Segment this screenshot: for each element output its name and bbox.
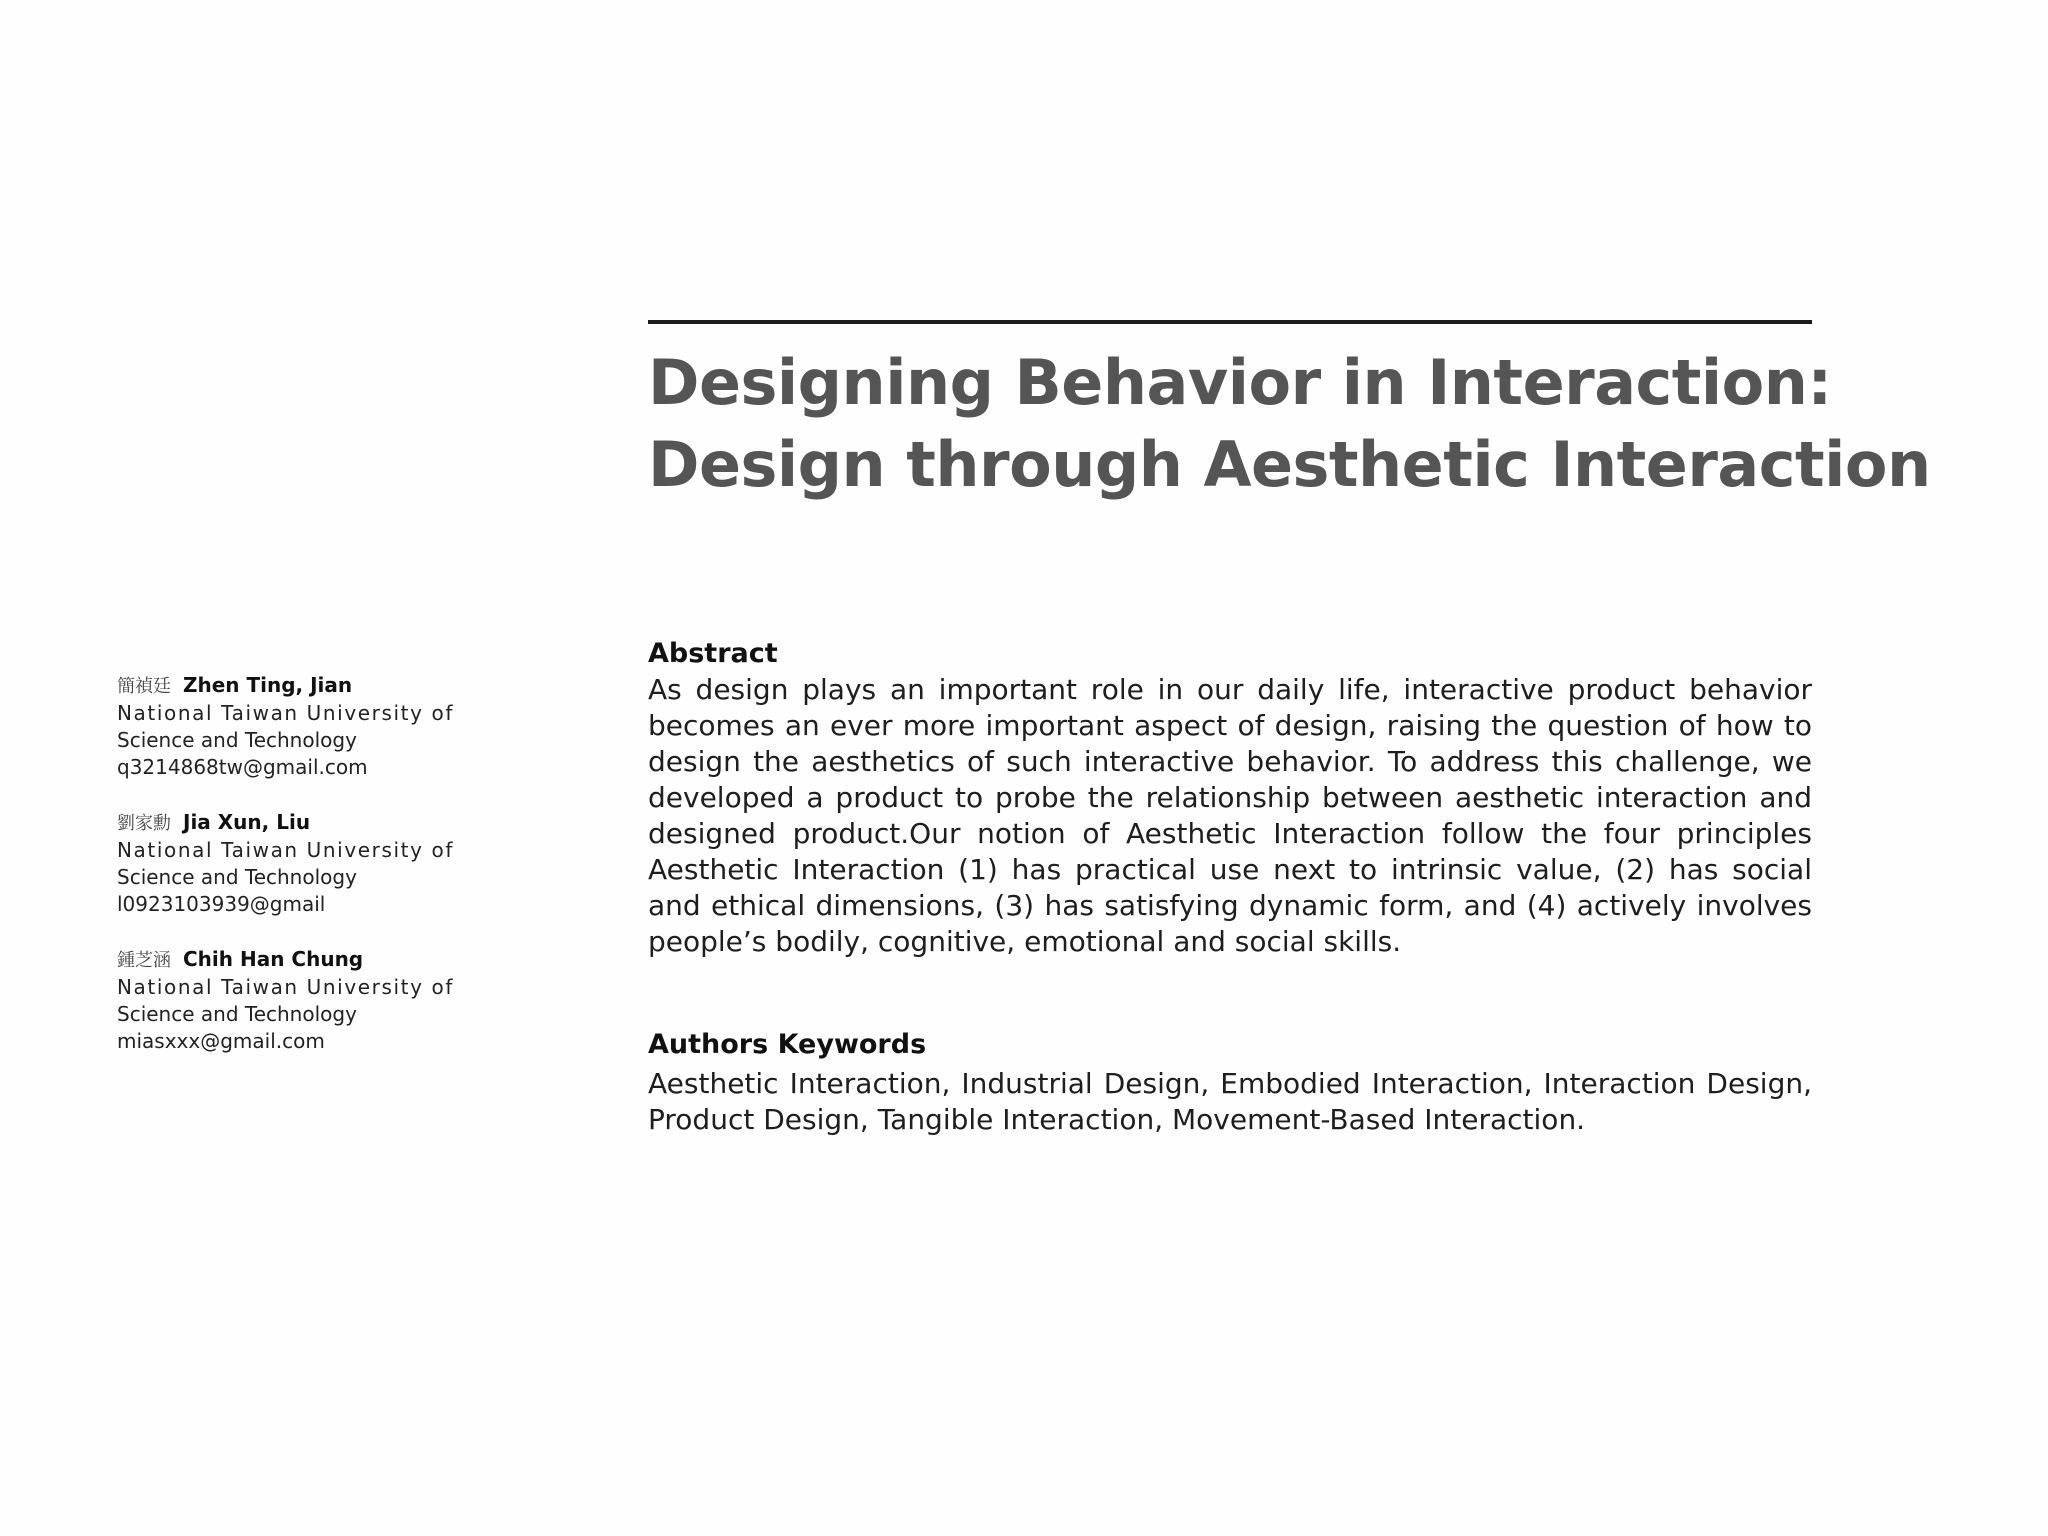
author-block <box>117 672 497 781</box>
author-name: Zhen Ting, Jian <box>183 673 353 697</box>
abstract-body <box>648 672 1812 960</box>
author-name: Chih Han Chung <box>183 947 364 971</box>
author-name-line <box>117 946 497 974</box>
keywords-body <box>648 1066 1812 1138</box>
author-affiliation: Science and Technology <box>117 728 357 752</box>
title-line: Design through Aesthetic Interaction <box>648 428 1931 501</box>
abstract-line: designed product.Our notion of Aesthetic Interaction follow the four principles <box>648 817 1812 850</box>
author-name-cjk: 劉家勳 <box>117 813 171 834</box>
title-rule <box>648 320 1812 324</box>
abstract-line: becomes an ever more important aspect of design, raising the question of how to <box>648 709 1812 742</box>
abstract-heading: Abstract <box>648 638 778 669</box>
author-block <box>117 809 497 918</box>
author-block <box>117 946 497 1055</box>
author-email: miasxxx@gmail.com <box>117 1029 325 1053</box>
paper-title <box>648 342 2038 506</box>
keywords-line: Product Design, Tangible Interaction, Movement-Based Interaction. <box>648 1103 1586 1136</box>
author-name-cjk: 鍾芝涵 <box>117 950 171 971</box>
author-affiliation: National Taiwan University of <box>117 975 454 999</box>
abstract-line: Aesthetic Interaction (1) has practical use next to intrinsic value, (2) has social <box>648 853 1812 886</box>
author-affiliation: National Taiwan University of <box>117 838 454 862</box>
author-affiliation: Science and Technology <box>117 1002 357 1026</box>
keywords-heading: Authors Keywords <box>648 1029 927 1060</box>
title-line: Designing Behavior in Interaction: <box>648 346 1832 419</box>
abstract-line: developed a product to probe the relationship between aesthetic interaction and <box>648 781 1812 814</box>
author-affiliation: Science and Technology <box>117 865 357 889</box>
author-affiliation: National Taiwan University of <box>117 701 454 725</box>
abstract-line: people’s bodily, cognitive, emotional and social skills. <box>648 925 1402 958</box>
author-email: q3214868tw@gmail.com <box>117 755 368 779</box>
author-name-cjk: 簡禎廷 <box>117 676 171 697</box>
author-email: l0923103939@gmail <box>117 892 326 916</box>
author-name-line <box>117 809 497 837</box>
abstract-line: and ethical dimensions, (3) has satisfying dynamic form, and (4) actively involves <box>648 889 1812 922</box>
abstract-line: design the aesthetics of such interactive behavior. To address this challenge, we <box>648 745 1812 778</box>
keywords-line: Aesthetic Interaction, Industrial Design, Embodied Interaction, Interaction Design, <box>648 1067 1812 1100</box>
author-list <box>117 672 497 1083</box>
abstract-line: As design plays an important role in our daily life, interactive product behavior <box>648 673 1812 706</box>
author-name-line <box>117 672 497 700</box>
author-name: Jia Xun, Liu <box>183 810 311 834</box>
